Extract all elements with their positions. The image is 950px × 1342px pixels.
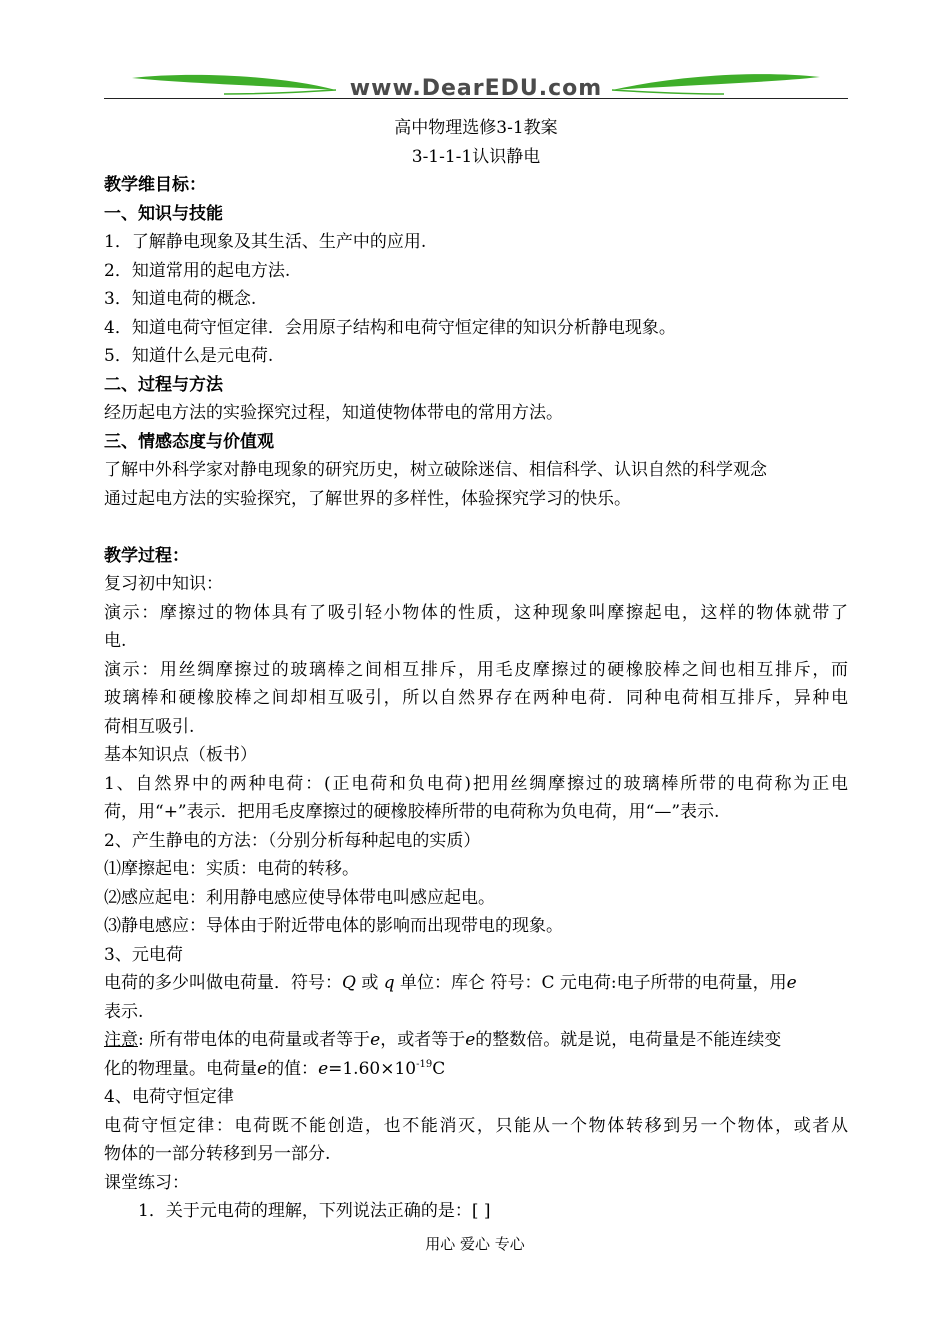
note-paragraph: 化的物理量。电荷量e的值：$e=1.60\times 10^{-19}C$ [104,1058,446,1079]
goals-heading: 教学维目标： [104,175,206,195]
site-logo[interactable]: www.DearEDU.com [349,76,603,101]
point-subitem: ⑵感应起电：利用静电感应使导体带电叫感应起电。 [104,887,495,908]
goal-item: 1．了解静电现象及其生活、生产中的应用. [104,232,427,252]
document-title: 高中物理选修3-1教案 [394,118,558,138]
page-footer: 用心 爱心 专心 [425,1235,525,1253]
section-values-text: 了解中外科学家对静电现象的研究历史，树立破除迷信、相信科学、认识自然的科学观念 [104,460,767,480]
goal-item: 2．知道常用的起电方法. [104,260,291,281]
charge-definition: 表示. [104,1001,144,1022]
point-heading: 4、电荷守恒定律 [104,1087,234,1107]
charge-definition: 电荷的多少叫做电荷量．符号：Q 或 q 单位：库仑 符号：C 元电荷:电子所带的电荷量，用e [104,973,797,993]
site-header [104,68,848,102]
demo-paragraph: 演示：用丝绸摩擦过的玻璃棒之间相互排斥，用毛皮摩擦过的硬橡胶棒之间也相互排斥，而 [104,659,848,680]
document-subtitle: 3-1-1-1认识静电 [411,146,541,167]
point-subitem: ⑴摩擦起电：实质：电荷的转移。 [104,859,359,879]
demo-paragraph: 电. [104,631,127,651]
conservation-paragraph: 物体的一部分转移到另一部分. [104,1144,331,1164]
point-paragraph: 荷，用“+”表示．把用毛皮摩擦过的硬橡胶棒所带的电荷称为负电荷，用“—”表示. [104,802,720,822]
section-knowledge-heading: 一、知识与技能 [104,203,223,224]
demo-paragraph: 演示：摩擦过的物体具有了吸引轻小物体的性质，这种现象叫摩擦起电，这样的物体就带了 [104,602,848,623]
review-label: 复习初中知识： [104,574,223,594]
goal-item: 5．知道什么是元电荷. [104,346,274,366]
section-process-text: 经历起电方法的实验探究过程，知道使物体带电的常用方法。 [104,403,563,423]
point-subitem: ⑶静电感应：导体由于附近带电体的影响而出现带电的现象。 [104,916,563,936]
section-values-text: 通过起电方法的实验探究，了解世界的多样性，体验探究学习的快乐。 [104,488,631,509]
section-values-heading: 三、情感态度与价值观 [104,431,274,452]
conservation-paragraph: 电荷守恒定律：电荷既不能创造，也不能消灭，只能从一个物体转移到另一个物体，或者从 [104,1115,848,1136]
demo-paragraph: 荷相互吸引. [104,716,195,737]
basics-label: 基本知识点（板书） [104,745,257,765]
point-heading: 2、产生静电的方法：（分别分析每种起电的实质） [104,830,481,851]
teaching-process-heading: 教学过程： [104,545,189,566]
point-paragraph: 1、自然界中的两种电荷：(正电荷和负电荷)把用丝绸摩擦过的玻璃棒所带的电荷称为正电 [104,773,848,794]
point-heading: 3、元电荷 [104,944,183,965]
exercise-label: 课堂练习： [104,1172,189,1193]
header-divider [104,98,848,99]
demo-paragraph: 玻璃棒和硬橡胶棒之间却相互吸引，所以自然界存在两种电荷．同种电荷相互排斥，异种电 [104,688,848,708]
goal-item: 4．知道电荷守恒定律．会用原子结构和电荷守恒定律的知识分析静电现象。 [104,317,676,338]
note-paragraph: 注意: 所有带电体的电荷量或者等于e，或者等于e的整数倍。就是说，电荷量是不能连续变 [104,1030,782,1050]
exercise-question: 1．关于元电荷的理解，下列说法正确的是：[ ] [138,1201,491,1221]
goal-item: 3．知道电荷的概念. [104,289,257,309]
section-process-heading: 二、过程与方法 [104,374,223,395]
document-body [104,114,848,1226]
